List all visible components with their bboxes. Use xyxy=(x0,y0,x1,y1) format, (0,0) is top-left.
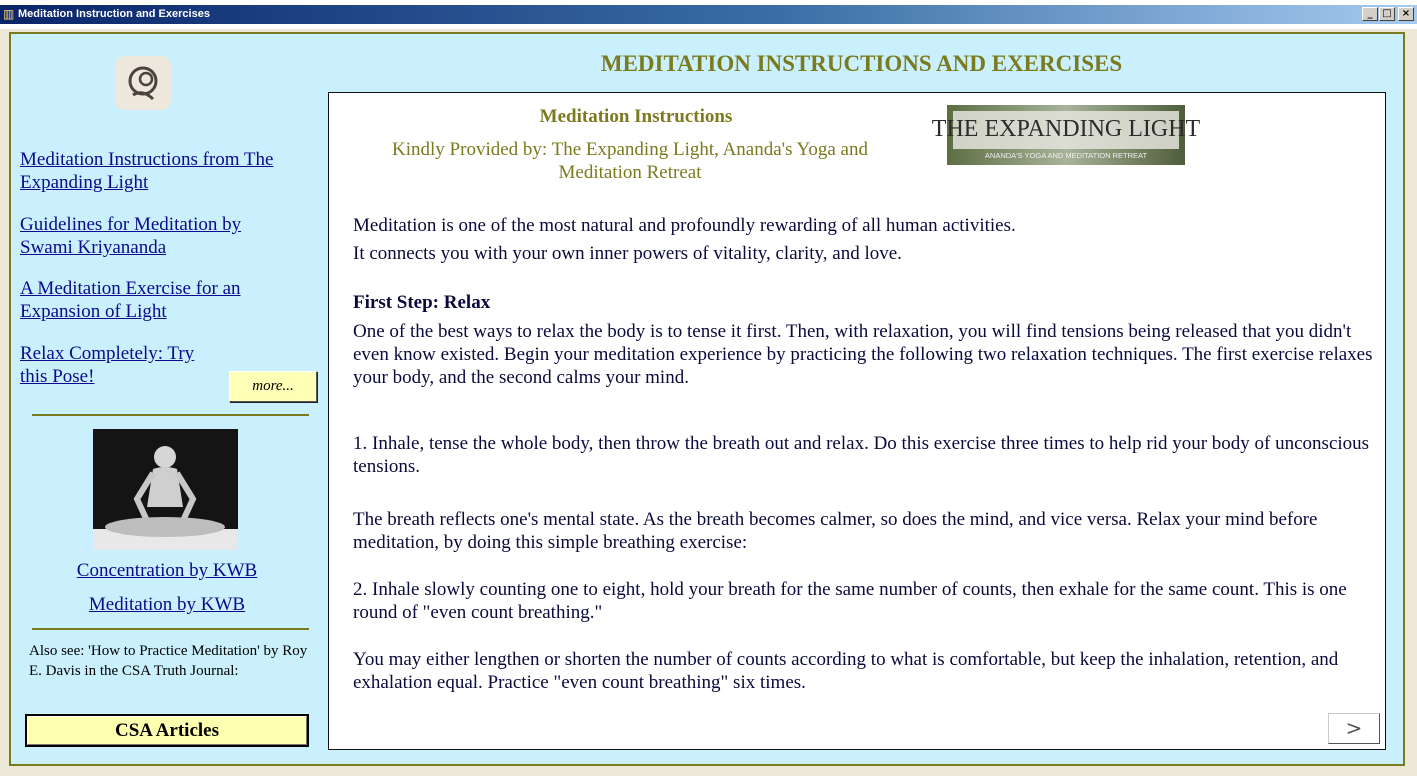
exercise-2-text: 2. Inhale slowly counting one to eight, hold your breath for the same number of counts, then exhale for the same count. This is one round of "even count breathing." xyxy=(353,579,1347,623)
link-concentration-kwb[interactable]: Concentration by KWB xyxy=(76,560,258,581)
minimize-button[interactable]: _ xyxy=(1362,7,1378,21)
intro-line-1: Meditation is one of the most natural and profoundly rewarding of all human activities. xyxy=(353,215,1016,236)
banner-subtitle: ANANDA'S YOGA AND MEDITATION RETREAT xyxy=(984,151,1148,160)
link-meditation-exercise[interactable]: A Meditation Exercise for an Expansion of Light xyxy=(20,278,241,322)
meditation-pose-photo xyxy=(93,429,238,550)
window-body xyxy=(0,29,1417,776)
more-button[interactable]: more... xyxy=(229,371,317,402)
spiral-logo-icon xyxy=(121,61,165,105)
app-icon[interactable]: ▥ xyxy=(3,7,15,21)
first-step-text: One of the best ways to relax the body is to tense it first. Then, with relaxation, you will find tensions being released that you didn't even know existed. Begin your meditation experience by practicing the following two relaxation techniques. The first exercise relaxes your body, and the second calms your mind. xyxy=(353,321,1373,388)
banner-title: THE EXPANDING LIGHT xyxy=(931,116,1201,142)
expanding-light-banner xyxy=(931,105,1201,165)
ananda-logo xyxy=(115,56,171,110)
provided-by-text: Kindly Provided by: The Expanding Light, Ananda's Yoga and Meditation Retreat xyxy=(392,139,868,183)
title-bar-strip[interactable] xyxy=(0,5,1417,24)
link-guidelines-for-meditation[interactable]: Guidelines for Meditation by Swami Kriyananda xyxy=(20,214,242,258)
exercise-1-text: 1. Inhale, tense the whole body, then throw the breath out and relax. Do this exercise three times to help rid your body of unconscious tensions. xyxy=(353,433,1370,477)
maximize-button[interactable]: □ xyxy=(1379,7,1395,21)
seated-figure-icon xyxy=(93,429,238,550)
link-meditation-kwb[interactable]: Meditation by KWB xyxy=(88,594,246,615)
main-frame xyxy=(9,32,1405,766)
link-meditation-instructions[interactable]: Meditation Instructions from The Expanding Light xyxy=(20,149,274,193)
sidebar-divider xyxy=(32,414,309,416)
csa-articles-button[interactable] xyxy=(25,714,309,747)
breath-text: The breath reflects one's mental state. As the breath becomes calmer, so does the mind, and vice versa. Relax your mind before meditation, by doing this simple breathing exercise: xyxy=(353,509,1318,553)
expanding-light-logo xyxy=(931,105,1201,165)
closing-text: You may either lengthen or shorten the number of counts according to what is comfortable, but keep the inhalation, retention, and exhalation equal. Practice "even count breathing" six times. xyxy=(353,649,1339,693)
window-title: Meditation Instruction and Exercises xyxy=(18,8,210,20)
csa-articles-label: CSA Articles xyxy=(27,716,307,745)
also-see-text: Also see: 'How to Practice Meditation' by Roy E. Davis in the CSA Truth Journal: xyxy=(29,643,308,679)
page-title: MEDITATION INSTRUCTIONS AND EXERCISES xyxy=(600,51,1123,76)
next-page-button[interactable]: > xyxy=(1328,713,1380,744)
content-panel xyxy=(328,92,1386,750)
link-relax-completely[interactable]: Relax Completely: Try this Pose! xyxy=(20,343,195,387)
close-button[interactable]: × xyxy=(1398,7,1414,21)
content-heading: Meditation Instructions xyxy=(539,106,733,127)
first-step-heading: First Step: Relax xyxy=(353,292,491,313)
title-bar xyxy=(0,0,1417,29)
intro-line-2: It connects you with your own inner powers of vitality, clarity, and love. xyxy=(353,243,902,264)
sidebar-divider-2 xyxy=(32,628,309,630)
